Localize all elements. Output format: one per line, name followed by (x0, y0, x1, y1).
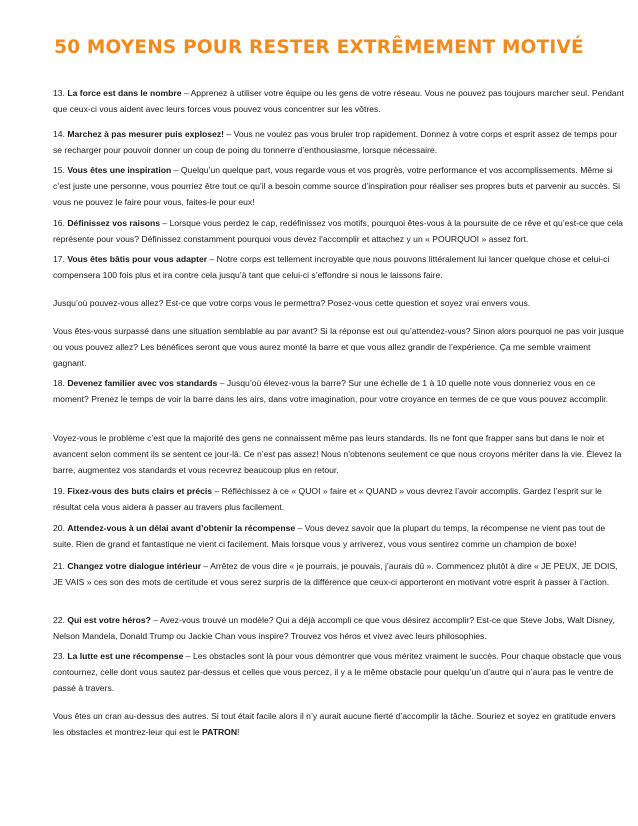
paragraph-text: – Avez-vous trouvé un modèle? Qui a déjà accompli ce que vous désirez accomplir? Est-ce que Steve Jobs, Walt Disney, Nelson Mandela, Donald Trump ou Jackie Chan vous inspire? Trouvez vos héros et vivez avec leurs philosophies. (53, 615, 615, 641)
paragraph-17 (53, 251, 625, 283)
patron-word: PATRON (202, 727, 238, 737)
paragraph-text: Vous êtes-vous surpassé dans une situation semblable au par avant? Si la réponse est oui qu’attendez-vous? Sinon alors pourquoi ne pas voir jusque ou vous pouvez allez? Les bénéfices seront que vous aurez monté la barre et que vous allez grandir de l’expérience. Ça me semble vraiment gagnant. (53, 326, 624, 368)
paragraph-number: 21. (53, 561, 65, 571)
paragraph-21 (53, 558, 625, 590)
paragraph-final (53, 708, 625, 740)
paragraph-14 (53, 126, 625, 158)
paragraph-23 (53, 648, 625, 696)
paragraph-number: 13. (53, 88, 65, 98)
paragraph-text: Jusqu’où pouvez-vous allez? Est-ce que votre corps vous le permettra? Posez-vous cette question et soyez vrai envers vous. (53, 298, 531, 308)
paragraph-text: – Lorsque vous perdez le cap, redéfinissez vos motifs, pourquoi êtes-vous à la poursuite de ce rêve et qu’est-ce que cela représente pour vous? Définissez constamment pourquoi vous devez l’accomplir et attachez y un « POURQUOI » assez fort. (53, 218, 623, 244)
paragraph-heading: La force est dans le nombre (67, 88, 182, 98)
paragraph-number: 17. (53, 254, 65, 264)
paragraph-heading: Vous êtes une inspiration (67, 165, 172, 175)
paragraph-13 (53, 85, 625, 117)
paragraph-heading: Devenez familier avec vos standards (67, 378, 218, 388)
paragraph-number: 22. (53, 615, 65, 625)
paragraph-19 (53, 483, 625, 515)
paragraph-22 (53, 612, 625, 644)
paragraph-number: 14. (53, 129, 65, 139)
paragraph-16 (53, 215, 625, 247)
paragraph-text: – Jusqu’où élevez-vous la barre? Sur une échelle de 1 à 10 quelle note vous donneriez vous en ce moment? Prenez le temps de voir la barre dans les airs, dans votre imagination, pour votre croyance en termes de ce que vous pouvez accomplir. (53, 378, 609, 404)
paragraph-number: 15. (53, 165, 65, 175)
paragraph-heading: Changez votre dialogue intérieur (67, 561, 202, 571)
paragraph-text: – Notre corps est tellement incroyable que nous pouvons littéralement lui lancer quelque chose et celui-ci compensera 100 fois plus et ira contre cela jusqu’à tant que celui-ci s’effondre si nous le laissons faire. (53, 254, 610, 280)
paragraph-number: 16. (53, 218, 65, 228)
paragraph-number: 23. (53, 651, 65, 661)
paragraph-heading: La lutte est une récompense (67, 651, 184, 661)
page-title: 50 MOYENS POUR RESTER EXTRÊMEMENT MOTIVÉ (54, 37, 584, 58)
paragraph-number: 18. (53, 378, 65, 388)
paragraph-number: 19. (53, 486, 65, 496)
paragraph-end: ! (237, 727, 240, 737)
paragraph-18 (53, 375, 625, 407)
paragraph-surpass (53, 323, 625, 371)
paragraph-text: Vous êtes un cran au-dessus des autres. Si tout était facile alors il n’y aurait aucune fierté d’accomplir la tâche. Souriez et soyez en gratitude envers les obstacles et montrez-leur qui est le (53, 711, 616, 737)
paragraph-text: Voyez-vous le problème c’est que la majorité des gens ne connaissent même pas leurs standards. Ils ne font que frapper sans but dans le noir et avancent selon comment ils se sentent ce jour-là. Ce n’est pas assez! Nous n’obtenons seulement ce que nous croyons mériter dans la vie. Élevez la barre, augmentez vos standards et vous recevrez beaucoup plus en retour. (53, 433, 622, 475)
paragraph-standards (53, 430, 625, 478)
paragraph-20 (53, 520, 625, 552)
paragraph-text: – Quelqu’un quelque part, vous regarde vous et vos progrès, votre performance et vos accomplissements. Même si c’est juste une personne, vous pourriez être tout ce qu’il a besoin comme source d’inspiration pour réaliser ses propres buts et parvenir au succès. Si vous ne pouvez le faire pour vous, faites-le pour eux! (53, 165, 621, 207)
paragraph-question (53, 295, 530, 311)
paragraph-heading: Marchez à pas mesurer puis explosez! (67, 129, 225, 139)
paragraph-heading: Définissez vos raisons (67, 218, 161, 228)
paragraph-heading: Attendez-vous à un délai avant d’obtenir la récompense (67, 523, 296, 533)
paragraph-text: – Apprenez à utiliser votre équipe ou les gens de votre réseau. Vous ne pouvez pas toujours marcher seul. Pendant que ceux-ci vous aident avec leurs forces vous pouvez vous concentrer sur les vôtres. (53, 88, 624, 114)
paragraph-text: – Vous ne voulez pas vous bruler trop rapidement. Donnez à votre corps et esprit assez de temps pour se recharger pour pouvoir donner un coup de poing du tonnerre d’enthousiasme, lorsque nécessaire. (53, 129, 618, 155)
paragraph-heading: Qui est votre héros? (67, 615, 151, 625)
paragraph-text: – Les obstacles sont là pour vous démontrer que vous méritez vraiment le succès. Pour chaque obstacle que vous contournez, celle dont vous sautez par-dessus et celles que vous percez, il y a le même obstacle pour quelqu’un d’autre qui n’aura pas le ventre de passé à travers. (53, 651, 622, 693)
paragraph-text: – Vous devez savoir que la plupart du temps, la récompense ne vient pas tout de suite. Rien de grand et fantastique ne vient ci facilement. Mais lorsque vous y arriverez, vous vous sentirez comme un champion de boxe! (53, 523, 606, 549)
paragraph-heading: Fixez-vous des buts clairs et précis (67, 486, 213, 496)
paragraph-text: – Réfléchissez à ce « QUOI » faire et « QUAND » vous devrez l’avoir accomplis. Gardez l’esprit sur le résultat cela vous aidera à passer au travers plus facilement. (53, 486, 602, 512)
paragraph-text: – Arrêtez de vous dire « je pourrais, je pouvais, j’aurais dû ». Commencez plutôt à dire « JE PEUX, JE DOIS, JE VAIS » ces son des mots de certitude et vous serez surpris de la différence que ceux-ci apporteront en motivant votre esprit à passer à l’action. (53, 561, 618, 587)
paragraph-number: 20. (53, 523, 65, 533)
paragraph-heading: Vous êtes bâtis pour vous adapter (67, 254, 208, 264)
paragraph-15 (53, 162, 625, 210)
